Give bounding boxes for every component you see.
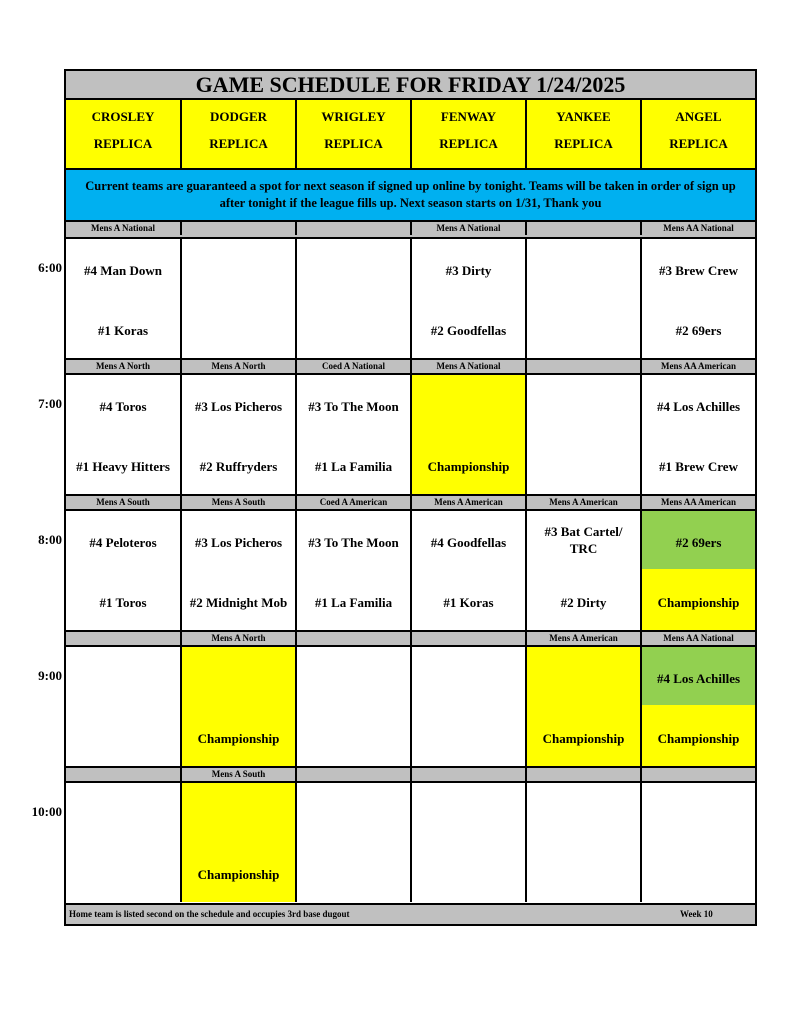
game-cell	[642, 375, 755, 494]
away-team: #2 69ers	[675, 535, 722, 550]
division-label	[527, 768, 642, 781]
division-row	[66, 630, 755, 647]
game-cell	[527, 647, 642, 766]
field-header-row	[66, 100, 755, 170]
field-header-yankee	[527, 100, 642, 168]
home-team: #1 Koras	[97, 323, 149, 338]
division-label	[297, 632, 412, 645]
division-label: Mens AA National	[663, 223, 734, 233]
game-cell	[297, 647, 412, 766]
field-name: ANGEL	[675, 109, 722, 124]
game-cell	[412, 239, 527, 358]
home-team: Championship	[542, 731, 625, 746]
game-cell	[642, 783, 755, 902]
season-notice: Current teams are guaranteed a spot for next season if signed up online by tonight. Teams will be taken in order of sign up after tonight if the league fills up. Next season starts on 1/31, Thank you	[66, 170, 755, 222]
home-team: #1 Heavy Hitters	[76, 459, 170, 474]
home-team: #1 Toros	[99, 595, 147, 610]
division-label: Mens A North	[182, 632, 297, 645]
away-team: #3 To The Moon	[308, 535, 399, 550]
home-team: Championship	[657, 595, 740, 610]
game-cell	[527, 375, 642, 494]
game-cell	[412, 375, 527, 494]
field-subtitle: REPLICA	[324, 136, 383, 151]
week-label: Week 10	[680, 909, 713, 919]
game-cell	[412, 511, 527, 630]
away-team: #4 Los Achilles	[656, 399, 741, 414]
home-team: #2 Goodfellas	[430, 323, 507, 338]
field-header-dodger	[182, 100, 297, 168]
game-cell	[182, 239, 297, 358]
division-row	[66, 222, 755, 239]
division-label	[642, 768, 755, 781]
game-cell	[642, 239, 755, 358]
away-team: #3 Bat Cartel/ TRC	[544, 524, 623, 556]
field-subtitle: REPLICA	[93, 136, 153, 151]
game-cell	[66, 375, 182, 494]
division-label	[527, 360, 642, 373]
field-name: YANKEE	[556, 109, 611, 124]
division-row	[66, 766, 755, 783]
game-cell	[412, 783, 527, 902]
home-team: #1 La Familia	[314, 595, 393, 610]
division-label	[66, 632, 182, 645]
game-cell	[297, 375, 412, 494]
division-label: Mens A American	[527, 632, 642, 645]
time-label: 9:00	[38, 668, 62, 683]
schedule-footer	[66, 903, 755, 924]
field-subtitle: REPLICA	[439, 136, 498, 151]
division-label	[66, 768, 182, 781]
schedule-title: GAME SCHEDULE FOR FRIDAY 1/24/2025	[66, 71, 755, 100]
game-cell	[66, 783, 182, 902]
field-subtitle: REPLICA	[669, 136, 728, 151]
schedule-table	[64, 69, 757, 926]
away-team: #3 Brew Crew	[659, 263, 738, 278]
division-label	[297, 222, 412, 235]
time-label: 10:00	[31, 804, 62, 819]
home-team: Championship	[197, 867, 280, 882]
division-label: Mens A National	[412, 360, 527, 373]
away-team: #3 Los Picheros	[194, 399, 283, 414]
away-team: #4 Man Down	[83, 263, 162, 278]
game-cell	[642, 511, 755, 630]
home-team: Championship	[657, 731, 740, 746]
field-subtitle: REPLICA	[554, 136, 613, 151]
game-cell	[182, 647, 297, 766]
division-label: Coed A National	[297, 360, 412, 373]
away-team: #4 Toros	[99, 399, 147, 414]
game-cell	[182, 783, 297, 902]
home-team: Championship	[427, 459, 510, 474]
game-cell	[182, 375, 297, 494]
home-team: #1 La Familia	[314, 459, 393, 474]
field-header-crosley	[66, 100, 182, 168]
away-team: #3 Dirty	[445, 263, 492, 278]
division-label: Mens A National	[412, 222, 527, 235]
division-label: Mens A American	[527, 496, 642, 509]
time-label: 8:00	[38, 532, 62, 547]
field-name: DODGER	[209, 109, 268, 124]
game-cell	[297, 783, 412, 902]
game-cell	[412, 647, 527, 766]
away-team: #4 Goodfellas	[430, 535, 507, 550]
division-label	[297, 768, 412, 781]
away-team: #3 To The Moon	[308, 399, 399, 414]
division-label	[182, 222, 297, 235]
home-team: #2 Dirty	[560, 595, 607, 610]
game-cell	[297, 239, 412, 358]
division-row	[66, 494, 755, 511]
division-label	[527, 222, 642, 235]
away-team: #4 Peloteros	[89, 535, 157, 550]
field-name: CROSLEY	[91, 109, 155, 124]
division-label: Mens A American	[412, 496, 527, 509]
division-label	[412, 632, 527, 645]
home-team: #1 Brew Crew	[659, 459, 738, 474]
home-team: Championship	[197, 731, 280, 746]
game-cell	[527, 239, 642, 358]
game-cell	[642, 647, 755, 766]
game-cell	[182, 511, 297, 630]
time-label: 7:00	[38, 396, 62, 411]
division-row	[66, 358, 755, 375]
division-label: Mens A National	[66, 222, 182, 235]
game-cell	[297, 511, 412, 630]
division-label: Mens A South	[182, 496, 297, 509]
home-team: #1 Koras	[443, 595, 494, 610]
field-header-fenway	[412, 100, 527, 168]
game-cell	[66, 239, 182, 358]
field-header-angel	[642, 100, 755, 168]
home-team: #2 Ruffryders	[199, 459, 278, 474]
field-name: FENWAY	[440, 109, 497, 124]
field-name: WRIGLEY	[321, 109, 386, 124]
division-label: Mens A North	[66, 360, 182, 373]
division-label: Mens A South	[182, 768, 297, 781]
field-subtitle: REPLICA	[209, 136, 268, 151]
game-cell	[66, 647, 182, 766]
game-cell	[527, 783, 642, 902]
division-label: Mens AA National	[663, 633, 734, 643]
away-team: #3 Los Picheros	[194, 535, 283, 550]
game-cell	[527, 511, 642, 630]
division-label: Coed A American	[297, 496, 412, 509]
time-label: 6:00	[38, 260, 62, 275]
field-header-wrigley	[297, 100, 412, 168]
division-label: Mens A North	[182, 360, 297, 373]
division-label: Mens AA American	[661, 497, 736, 507]
division-label: Mens AA American	[661, 361, 736, 371]
division-label	[412, 768, 527, 781]
home-team-note: Home team is listed second on the schedule and occupies 3rd base dugout	[69, 909, 350, 919]
game-cell	[66, 511, 182, 630]
division-label: Mens A South	[66, 496, 182, 509]
home-team: #2 Midnight Mob	[189, 595, 288, 610]
home-team: #2 69ers	[675, 323, 722, 338]
away-team: #4 Los Achilles	[656, 671, 741, 686]
